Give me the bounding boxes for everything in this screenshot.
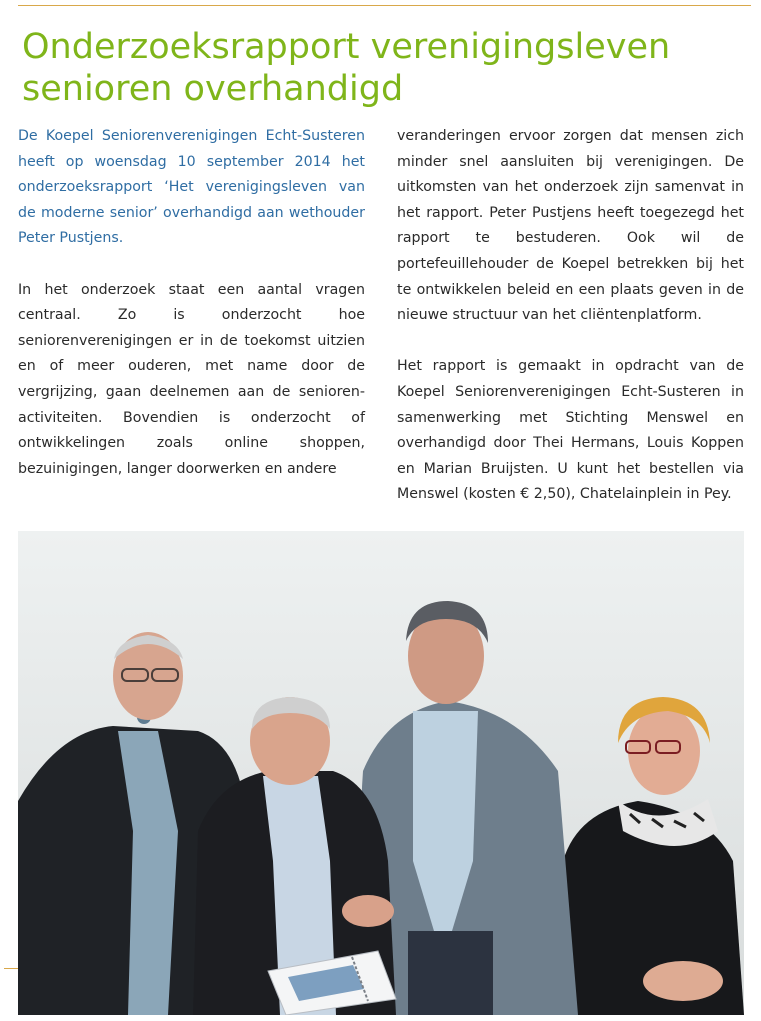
article-column-left — [18, 124, 365, 508]
body-paragraph-1-continued: veranderingen ervoor zorgen dat mensen zich minder snel aansluiten bij verenigingen. De uitkomsten van het onderzoek zijn samenvat in het rapport. Peter Pustjens heeft toegezegd het rapport te bestuderen. Ook wil de portefeuillehouder de Koepel betrekken bij het te ontwikkelen beleid en een plaats geven in de nieuwe structuur van het cliëntenplatform. — [397, 128, 744, 324]
handshake — [342, 895, 394, 927]
headline — [22, 26, 742, 110]
article-photo — [18, 531, 744, 1015]
bottom-rule — [4, 968, 18, 969]
headline-line-1: Onderzoeksrapport verenigingsleven — [22, 27, 671, 67]
intro-paragraph: De Koepel Seniorenverenigingen Echt-Susteren heeft op woensdag 10 september 2014 het onderzoeksrapport ‘Het verenigingsleven van de moderne senior’ overhandigd aan wethouder Peter Pustjens. — [18, 128, 365, 247]
body-paragraph-1-text: In het onderzoek staat een aantal vragen centraal. Zo is onderzocht hoe seniorenverenigingen er in de toekomst uitzien en of meer ouderen, met name door de vergrijzing, gaan deelnemen aan de seniorenactiviteiten. Bovendien is onderzocht of ontwikkelingen zoals online shoppen, bezuinigingen, langer doorwerken en andere — [18, 281, 365, 477]
photo-illustration — [18, 531, 744, 1015]
body-paragraph-1 — [18, 278, 365, 483]
top-rule — [18, 5, 751, 6]
body-paragraph-2: Het rapport is gemaakt in opdracht van de Koepel Seniorenverenigingen Echt-Susteren in samenwerking met Stichting Menswel en overhandigd door Thei Hermans, Louis Koppen en Marian Bruijsten. U kunt het bestellen via Menswel (kosten € 2,50), Chatelainplein in Pey. — [397, 358, 744, 503]
headline-line-2: senioren overhandigd — [22, 69, 404, 109]
article-column-right — [397, 124, 744, 534]
